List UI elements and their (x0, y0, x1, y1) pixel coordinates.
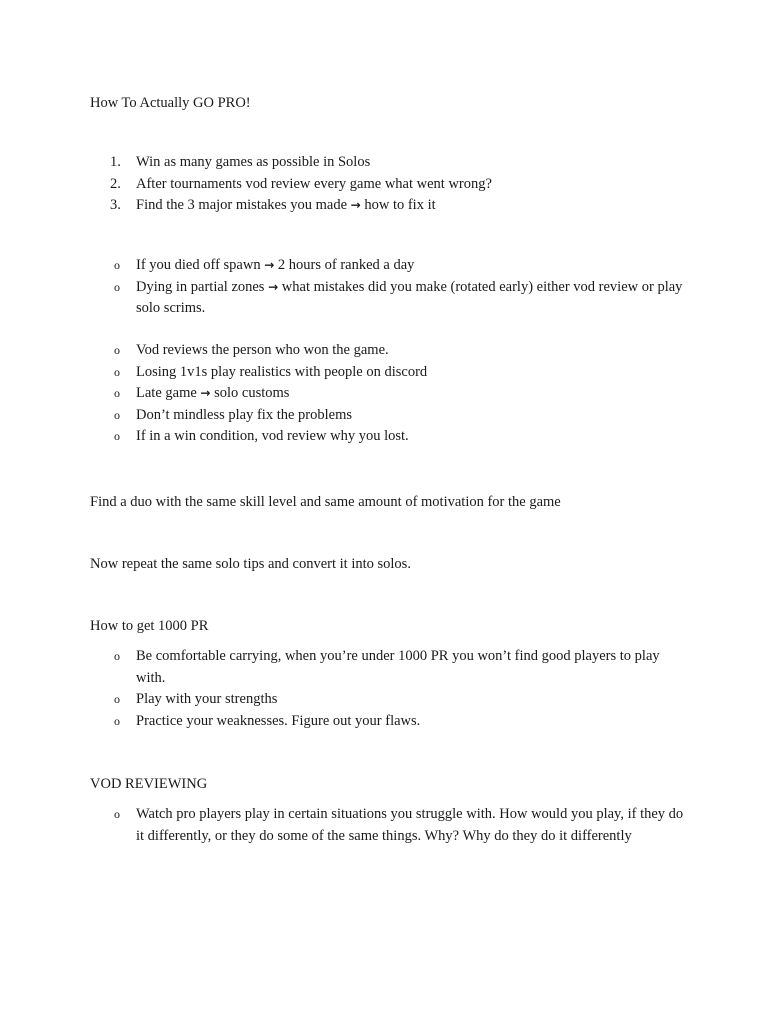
bullet-list-vod (0, 804, 686, 847)
bullet-icon: o (114, 364, 120, 379)
bullet-item (0, 277, 686, 320)
list-item-text: Win as many games as possible in Solos (136, 154, 371, 170)
bullet-list-review (0, 340, 686, 448)
list-number: 2. (110, 175, 121, 192)
list-item-text: Find the 3 major mistakes you made → how to fix it (136, 197, 436, 213)
numbered-item (0, 152, 686, 174)
list-item-text: Late game → solo customs (136, 385, 290, 401)
list-item-text: If in a win condition, vod review why you lost. (136, 428, 409, 444)
arrow-right-icon: → (268, 279, 279, 294)
repeat-paragraph: Now repeat the same solo tips and convert it into solos. (90, 556, 411, 572)
bullet-item (0, 804, 686, 847)
bullet-item (0, 255, 686, 277)
bullet-item (0, 405, 686, 427)
bullet-icon: o (114, 713, 120, 728)
bullet-item (0, 340, 686, 362)
duo-paragraph: Find a duo with the same skill level and same amount of motivation for the game (90, 494, 561, 510)
bullet-list-pr (0, 646, 686, 732)
vod-heading: VOD REVIEWING (90, 776, 208, 792)
bullet-item (0, 362, 686, 384)
list-number: 3. (110, 197, 121, 213)
bullet-icon: o (114, 649, 120, 663)
numbered-list (0, 152, 686, 217)
bullet-icon: o (114, 429, 120, 443)
bullet-icon: o (114, 258, 120, 272)
list-item-text: After tournaments vod review every game what went wrong? (136, 175, 492, 192)
list-item-text: Play with your strengths (136, 691, 278, 707)
bullet-item (0, 383, 686, 405)
bullet-icon: o (114, 407, 120, 422)
bullet-item (0, 711, 686, 733)
list-item-text: Losing 1v1s play realistics with people on discord (136, 363, 428, 380)
arrow-right-icon: → (350, 198, 361, 212)
list-item-text: If you died off spawn → 2 hours of ranked a day (136, 257, 415, 273)
bullet-list-spawn-zones (0, 255, 686, 320)
bullet-item (0, 426, 686, 448)
numbered-item (0, 174, 686, 196)
list-item-text: Be comfortable carrying, when you’re under 1000 PR you won’t find good players to play with. (136, 648, 660, 686)
list-item-text: Vod reviews the person who won the game. (136, 342, 389, 358)
list-item-text: Watch pro players play in certain situations you struggle with. How would you play, if they do it differently, or they do some of the same things. Why? Why do they do it differently (136, 806, 684, 844)
list-item-text: Practice your weaknesses. Figure out your flaws. (136, 712, 421, 729)
bullet-icon: o (114, 692, 120, 706)
pr-heading: How to get 1000 PR (90, 618, 209, 634)
list-number: 1. (110, 154, 121, 170)
list-item-text: Don’t mindless play fix the problems (136, 406, 352, 423)
bullet-item (0, 646, 686, 689)
bullet-icon: o (114, 343, 120, 357)
list-item-text: Dying in partial zones → what mistakes did you make (rotated early) either vod review or play solo scrims. (136, 278, 683, 316)
bullet-icon: o (114, 386, 120, 400)
document-title: How To Actually GO PRO! (90, 95, 251, 111)
numbered-item (0, 195, 686, 217)
bullet-icon: o (114, 279, 120, 294)
bullet-icon: o (114, 807, 120, 821)
arrow-right-icon: → (200, 386, 211, 400)
bullet-item (0, 689, 686, 711)
arrow-right-icon: → (264, 258, 275, 272)
